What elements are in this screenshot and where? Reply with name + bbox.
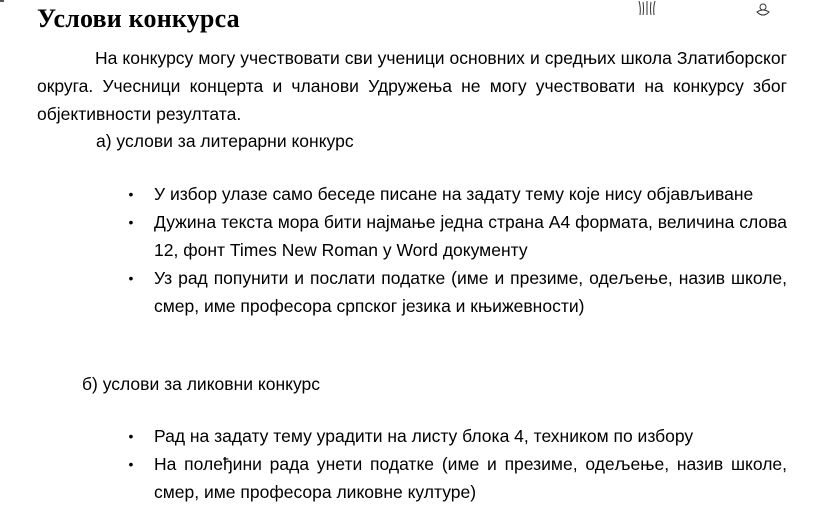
list-item	[128, 180, 787, 208]
list-item	[128, 208, 787, 264]
literary-conditions-list	[128, 180, 787, 320]
bullet-icon: •	[128, 428, 134, 444]
list-item	[128, 422, 787, 450]
bullet-icon: •	[128, 456, 134, 472]
bullet-icon: •	[128, 214, 134, 230]
art-conditions-list	[128, 422, 787, 506]
list-item-text: У избор улазе само беседе писане на задату тему које нису објављиване	[154, 184, 754, 204]
art-subheading: б) услови за ликовни конкурс	[82, 374, 321, 394]
list-item-text: На полеђини рада унети податке (име и презиме, одељење, назив школе, смер, име професора ликовне културе)	[154, 454, 787, 502]
logo-icon	[754, 2, 772, 20]
crest-icon	[637, 0, 657, 16]
list-item-text: Уз рад попунити и послати податке (име и презиме, одељење, назив школе, смер, име професора српског језика и књижевности)	[154, 268, 787, 316]
bullet-icon: •	[128, 270, 134, 286]
list-item	[128, 450, 787, 506]
list-item-text: Рад на задату тему урадити на листу блока 4, техником по избору	[154, 426, 694, 446]
bullet-icon: •	[128, 186, 134, 202]
list-item-text: Дужина текста мора бити најмање једна страна А4 формата, величина слова 12, фонт Times New Roman у Word документу	[154, 212, 787, 260]
section-heading: Услови конкурса	[37, 4, 240, 33]
literary-subheading: а) услови за литерарни конкурс	[96, 131, 354, 151]
page-edge-mark	[0, 0, 4, 2]
list-item	[128, 264, 787, 320]
intro-paragraph: На конкурсу могу учествовати сви ученици основних и средњих школа Златиборског округа. Учесници концерта и чланови Удружења не могу учествовати на конкурсу због објективности резултата.	[37, 48, 787, 124]
